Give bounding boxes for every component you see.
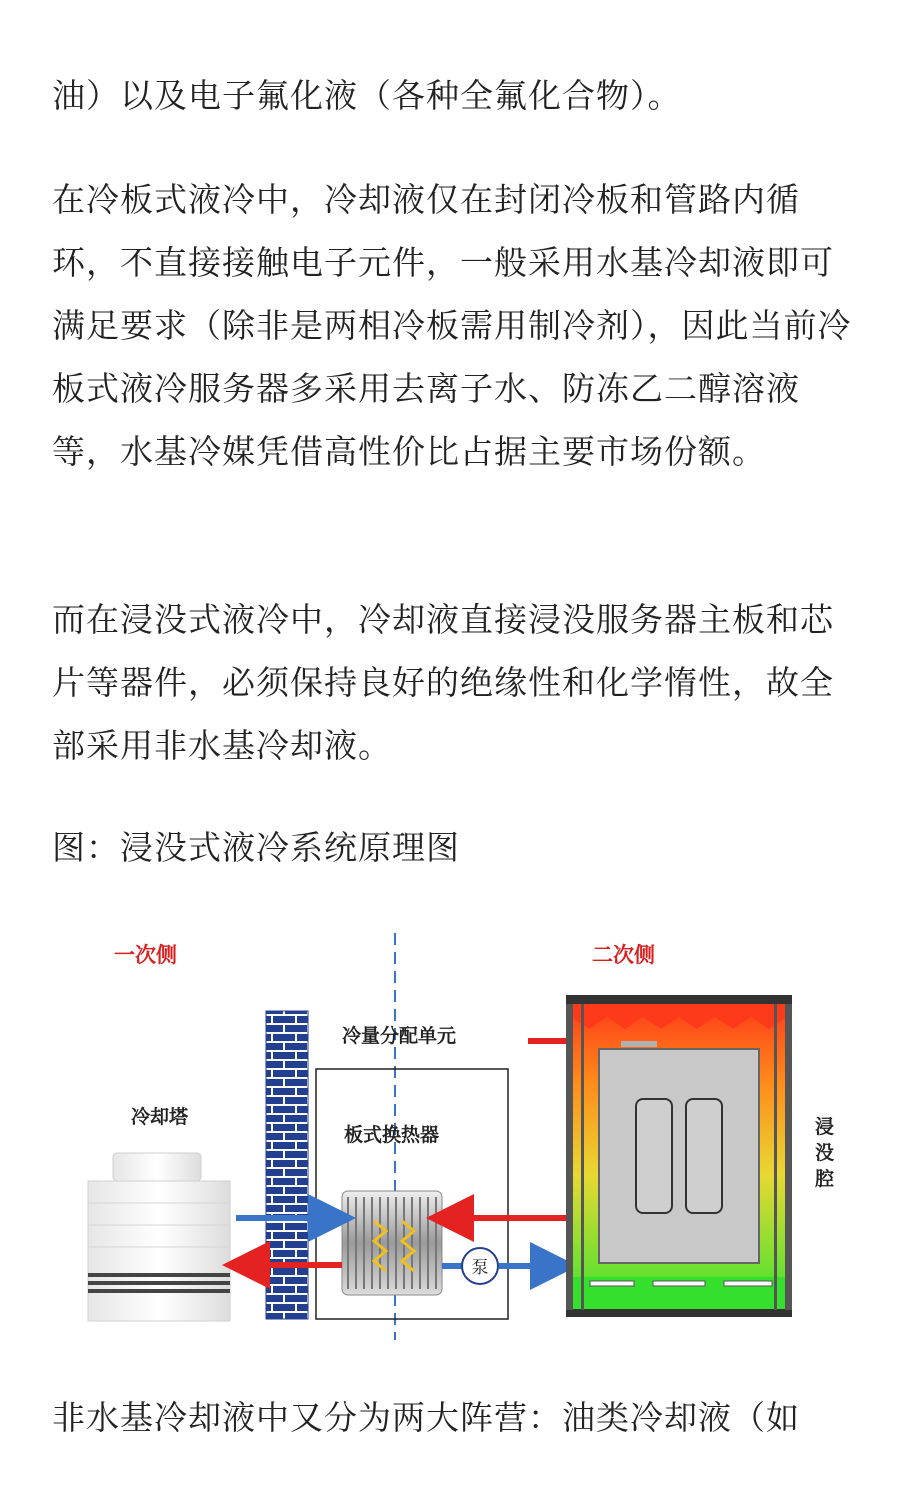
brick-wall xyxy=(266,1011,308,1319)
immersion-chamber-label-2: 没 xyxy=(815,1142,835,1164)
secondary-side-label: 二次侧 xyxy=(592,943,655,967)
cdu-label: 冷量分配单元 xyxy=(342,1025,457,1047)
cooling-tower-label: 冷却塔 xyxy=(131,1106,189,1128)
paragraph-non-water-based: 非水基冷却液中又分为两大阵营：油类冷却液（如 xyxy=(52,1398,800,1437)
immersion-cooling-diagram xyxy=(80,925,860,1345)
figure-caption: 图：浸没式液冷系统原理图 xyxy=(52,828,460,867)
plate-heat-exchanger xyxy=(342,1191,442,1295)
pump-label: 泵 xyxy=(471,1258,489,1278)
paragraph-intro-tail: 油）以及电子氟化液（各种全氟化合物）。 xyxy=(52,76,682,115)
paragraph-cold-plate: 在冷板式液冷中，冷却液仅在封闭冷板和管路内循环，不直接接触电子元件，一般采用水基冷却液即可满足要求（除非是两相冷板需用制冷剂），因此当前冷板式液冷服务器多采用去离子水、防冻乙二醇溶液等，水基冷媒凭借高性价比占据主要市场份额。 xyxy=(52,180,852,471)
primary-side-label: 一次侧 xyxy=(114,943,177,967)
plate-heat-exchanger-label: 板式换热器 xyxy=(344,1124,440,1146)
chip-right xyxy=(686,1099,722,1213)
server-board xyxy=(599,1049,759,1263)
cooling-tower xyxy=(88,1105,230,1321)
paragraph-immersion: 而在浸没式液冷中，冷却液直接浸没服务器主板和芯片等器件，必须保持良好的绝缘性和化学惰性，故全部采用非水基冷却液。 xyxy=(52,600,834,765)
chip-left xyxy=(636,1099,672,1213)
secondary-hot-pipe xyxy=(450,1041,576,1218)
immersion-tank xyxy=(566,995,792,1317)
immersion-chamber-label-3: 腔 xyxy=(815,1168,835,1190)
immersion-chamber-label-1: 浸 xyxy=(815,1116,835,1138)
